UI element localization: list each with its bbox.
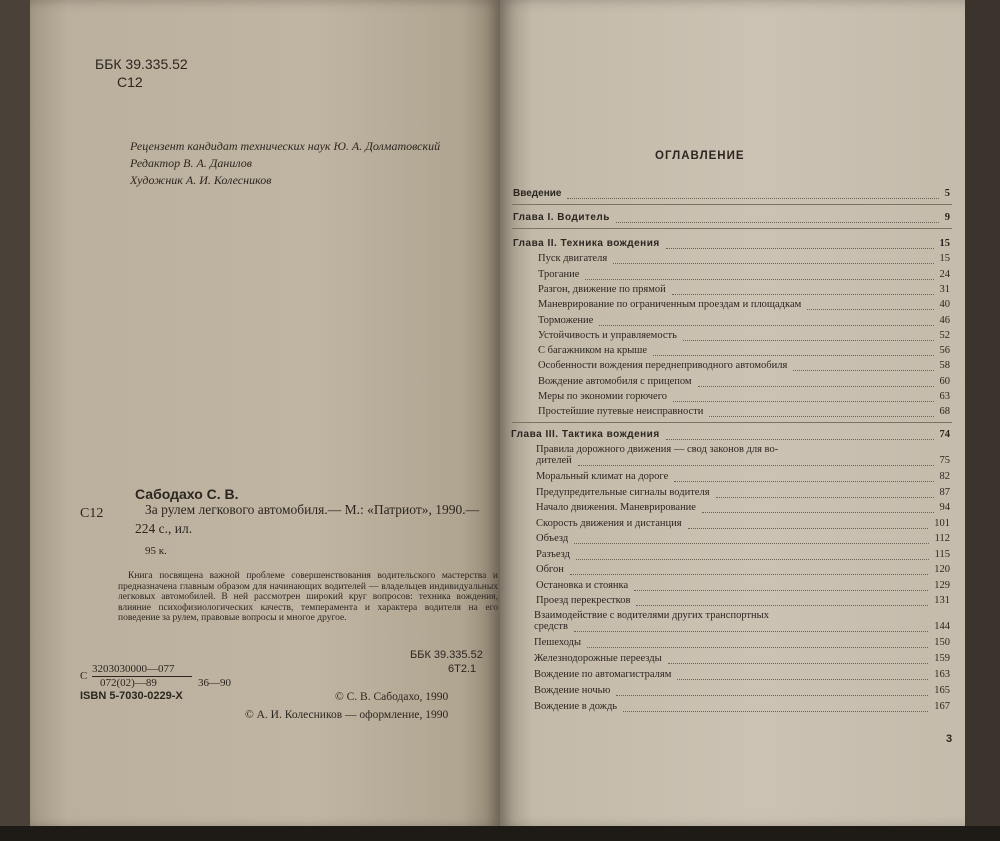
toc-entry-page: 165 [934,685,950,696]
credits-block [130,138,440,189]
toc-leader [623,710,928,712]
toc-entry [500,330,970,345]
toc-entry-title: Пешеходы [534,637,582,648]
toc-entry-page: 56 [939,345,950,356]
toc-entry [500,212,970,227]
toc-entry-title: Разгон, движение по прямой [538,284,666,295]
toc-entry [500,238,970,253]
toc-entry-title: Маневрирование по ограниченным проездам и площадкам [538,299,802,310]
toc-entry-title: С багажником на крыше [538,345,648,356]
toc-entry-title: Остановка и стоянка [536,580,629,591]
toc-leader [702,511,934,513]
toc-entry-title: Скорость движения и дистанция [536,518,682,529]
toc-leader [585,278,934,280]
toc-entry-title: Предупредительные сигналы водителя [536,487,710,498]
background-bottom [0,826,1000,841]
toc-entry-title: Разъезд [536,549,570,560]
toc-leader [674,480,934,482]
toc-entry [500,253,970,268]
toc-leader [574,630,928,632]
toc-entry-title: Взаимодействие с водителями других транспортных [534,610,769,621]
toc-entry-title: Глава III. Тактика вождения [511,429,660,440]
toc-entry-title: дителей [536,455,572,466]
toc-entry [500,595,970,610]
toc-leader [807,308,934,310]
toc-leader [570,573,928,575]
toc-entry-page: 129 [934,580,950,591]
toc-entry [500,621,970,636]
toc-entry-page: 68 [939,406,950,417]
toc-entry-title: Вождение ночью [534,685,611,696]
toc-entry [500,701,970,716]
toc-leader [613,262,934,264]
toc-entry-page: 120 [934,564,950,575]
toc-entry-title: Меры по экономии горючего [538,391,668,402]
toc-entry-page: 112 [934,533,950,544]
toc-leader [599,324,934,326]
toc-entry [500,549,970,564]
toc-entry-page: 163 [934,669,950,680]
toc-leader [634,589,928,591]
credit-editor: Редактор В. А. Данилов [130,156,252,170]
toc-leader [636,604,928,606]
toc-leader [576,558,929,560]
toc-entry [500,315,970,330]
bbk-bottom-sub: 6Т2.1 [448,663,477,675]
bbk-code-block [95,55,188,91]
toc-entry-title: Объезд [536,533,569,544]
toc-entry [500,518,970,533]
toc-entry-page: 150 [934,637,950,648]
book-spine-shadow [0,0,30,841]
toc-entry [500,269,970,284]
left-page [30,0,500,828]
toc-entry-title: Глава II. Техника вождения [513,238,660,249]
index-suffix: 36—90 [198,677,231,689]
toc-leader [683,339,934,341]
toc-entry-page: 144 [934,621,950,632]
toc-entry-page: 74 [939,429,950,440]
toc-entry [500,455,970,470]
toc-entry-page: 115 [934,549,950,560]
toc-leader [616,694,928,696]
toc-entry [500,345,970,360]
toc-entry-page: 159 [934,653,950,664]
toc-rule [512,204,952,205]
copyright-author: © С. В. Сабодахо, 1990 [335,691,449,703]
credit-artist: Художник А. И. Колесников [130,173,272,187]
toc-entry-title: Вождение в дождь [534,701,618,712]
toc-entry-page: 24 [939,269,950,280]
price: 95 к. [145,545,167,557]
index-prefix: С [80,670,88,682]
toc-entry-title: Трогание [538,269,580,280]
toc-entry-title: Пуск двигателя [538,253,608,264]
toc-entry-page: 15 [939,253,950,264]
toc-entry-page: 75 [939,455,950,466]
toc-entry-title: Простейшие путевые неисправности [538,406,704,417]
toc-leader [578,464,934,466]
toc-leader [698,385,934,387]
toc-leader [672,293,934,295]
author-name: Сабодахо С. В. [135,486,239,502]
toc-entry-page: 52 [939,330,950,341]
toc-entry-page: 5 [944,188,950,199]
toc-entry-title: Моральный климат на дороге [536,471,669,482]
toc-entry-page: 82 [939,471,950,482]
toc-entry-title: Глава I. Водитель [513,212,610,223]
index-numerator: 3203030000—077 [92,663,175,675]
toc-leader [716,496,934,498]
copyright-design: © А. И. Колесников — оформление, 1990 [245,709,449,721]
bbk-code: ББК 39.335.52 [95,56,188,72]
toc-entry-page: 94 [939,502,950,513]
toc-title: ОГЛАВЛЕНИЕ [655,150,745,162]
toc-leader [677,678,928,680]
toc-entry-page: 9 [944,212,950,223]
toc-entry-page: 131 [934,595,950,606]
toc-entry-page: 31 [939,284,950,295]
toc-entry [500,360,970,375]
toc-entry [500,376,970,391]
toc-entry [500,188,970,203]
toc-entry-title: Начало движения. Маневрирование [536,502,696,513]
class-code: С12 [117,74,143,90]
toc-entry-page: 101 [934,518,950,529]
toc-entry-page: 46 [939,315,950,326]
toc-leader [793,369,934,371]
entry-code: С12 [80,506,104,521]
toc-rule [512,228,952,229]
toc-entry-page: 58 [939,360,950,371]
toc-entry-title: Торможение [538,315,594,326]
toc-entry [500,564,970,579]
toc-entry-page: 167 [934,701,950,712]
toc-entry-page: 40 [939,299,950,310]
toc-entry-title: Устойчивость и управляемость [538,330,677,341]
bbk-bottom-block [410,648,483,676]
toc-entry-title: Вождение автомобиля с прицепом [538,376,692,387]
toc-entry [500,669,970,684]
toc-entry-page: 63 [939,391,950,402]
toc-entry [500,533,970,548]
toc-entry [500,580,970,595]
toc-entry-title: Введение [513,188,562,199]
toc-entry-page: 15 [939,238,950,249]
bibliographic-description: За рулем легкового автомобиля.— М.: «Патриот», 1990.— 224 с., ил. [135,502,480,536]
toc-entry-page: 60 [939,376,950,387]
background-edge [965,0,1000,841]
page-number: 3 [946,733,953,745]
toc-leader [668,662,928,664]
toc-entry-title: Проезд перекрестков [536,595,631,606]
toc-leader [574,542,929,544]
toc-entry-title: Железнодорожные переезды [534,653,662,664]
toc-entry-page: 87 [939,487,950,498]
toc-leader [587,646,928,648]
toc-entry-title: Особенности вождения переднеприводного автомобиля [538,360,788,371]
bbk-bottom-code: ББК 39.335.52 [410,649,483,661]
toc-entry [500,284,970,299]
annotation: Книга посвящена важной проблеме совершенствования водительского мастерства и предназначена главным образом для начинающих водителей — владельцев индивидуальных легковых автомобилей. В ней рассмотрен широкий круг вопросов: техника вождения, влияние психофизиологических качеств, темперамента и характера водителя на его поведение за рулем, правовые вопросы и многое другое. [118,571,498,623]
toc-leader [673,400,934,402]
toc-entry [500,502,970,517]
toc-entry [500,429,970,444]
toc-leader [666,438,934,440]
toc-entry-title: Правила дорожного движения — свод законов для во- [536,444,779,455]
toc-entry [500,471,970,486]
toc-entry [500,406,970,421]
isbn: ISBN 5-7030-0229-X [80,690,183,702]
toc-leader [709,415,934,417]
toc-leader [567,197,939,199]
toc-entry [500,685,970,700]
toc-entry [500,299,970,314]
toc-entry [500,391,970,406]
toc-leader [688,527,928,529]
toc-entry [500,487,970,502]
toc-entry-title: Обгон [536,564,564,575]
toc-entry [500,653,970,668]
table-of-contents [500,0,970,828]
toc-entry [500,637,970,652]
toc-leader [616,221,939,223]
toc-rule [512,422,952,423]
toc-entry-title: Вождение по автомагистралям [534,669,672,680]
toc-entry-title: средств [534,621,568,632]
credit-reviewer: Рецензент кандидат технических наук Ю. А. Долматовский [130,139,441,153]
toc-leader [666,247,934,249]
index-denominator: 072(02)—89 [100,677,157,689]
toc-leader [653,354,934,356]
